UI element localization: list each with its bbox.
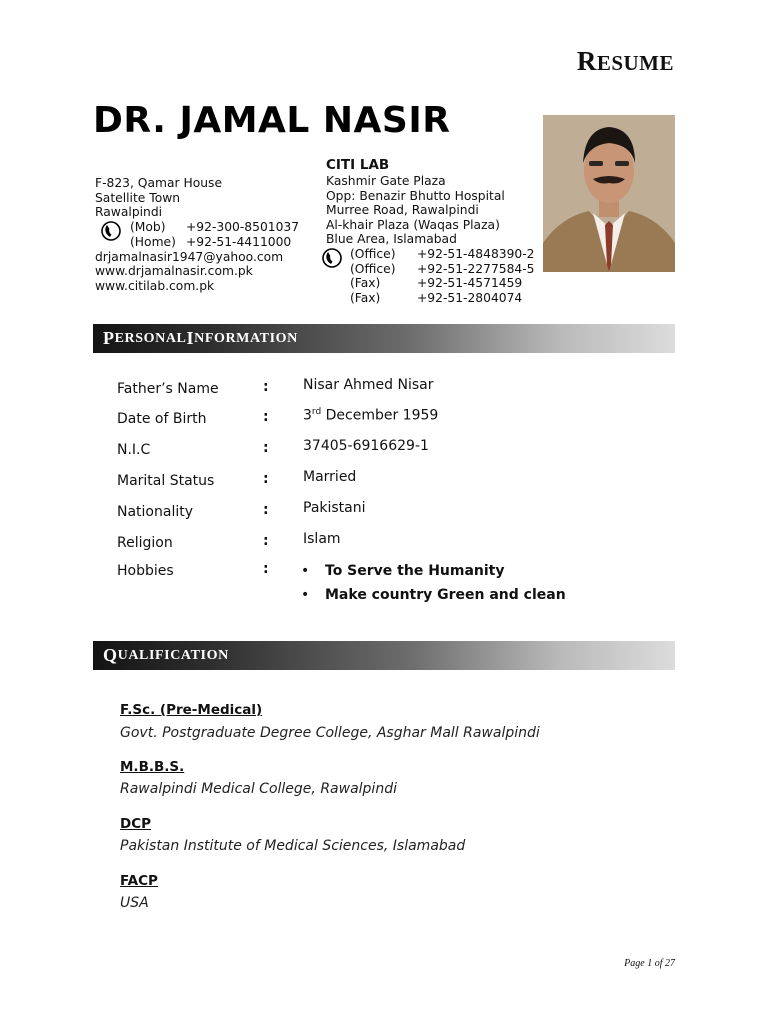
- heading-part: UALIFICATION: [117, 647, 229, 663]
- phone-row: [350, 276, 535, 291]
- info-label: Hobbies: [117, 563, 174, 579]
- phone-type: (Fax): [350, 276, 381, 291]
- phone-number[interactable]: +92-51-4848390-2: [417, 246, 535, 261]
- info-label: Nationality: [117, 504, 194, 520]
- heading-initial: Q: [103, 645, 118, 665]
- hobby-text: To Serve the Humanity: [325, 563, 505, 579]
- info-value: 37405-6916629-1: [303, 438, 429, 454]
- info-colon: :: [263, 471, 269, 487]
- info-value: Nisar Ahmed Nisar: [303, 377, 434, 393]
- home-phones: [95, 220, 299, 249]
- dob-rest: December 1959: [321, 407, 439, 424]
- qualification-degree: DCP: [120, 816, 152, 832]
- phone-number[interactable]: +92-300-8501037: [186, 220, 300, 235]
- phone-type: (Fax): [350, 290, 381, 305]
- info-row-nic: [117, 438, 617, 466]
- portrait-photo: [543, 115, 675, 272]
- info-row-nationality: [117, 500, 617, 528]
- address-line: Satellite Town: [95, 190, 181, 205]
- info-colon: :: [263, 561, 269, 577]
- qualification-degree: M.B.B.S.: [120, 759, 185, 775]
- section-heading-qualification: [93, 641, 675, 670]
- hobby-text: Make country Green and clean: [325, 587, 566, 603]
- phone-type: (Office): [350, 261, 396, 276]
- phone-type: (Mob): [130, 220, 166, 235]
- phone-type: (Home): [130, 234, 176, 249]
- hobby-list-item: [301, 563, 505, 579]
- info-label: Marital Status: [117, 473, 215, 489]
- lab-name: CITI LAB: [326, 157, 390, 173]
- phone-number[interactable]: +92-51-2804074: [417, 290, 523, 305]
- dob-ordinal: rd: [311, 407, 322, 417]
- info-label: N.I.C: [117, 442, 151, 458]
- qualification-institution: Govt. Postgraduate Degree College, Asghar Mall Rawalpindi: [120, 725, 540, 741]
- home-address-block: [95, 176, 299, 294]
- info-row-fathers-name: [117, 377, 617, 405]
- website-link[interactable]: www.drjamalnasir.com.pk: [95, 264, 253, 279]
- address-line: Rawalpindi: [95, 205, 163, 220]
- info-row-religion: [117, 531, 617, 559]
- info-label: Date of Birth: [117, 411, 207, 427]
- website-link[interactable]: www.citilab.com.pk: [95, 278, 215, 293]
- phone-row: [130, 220, 299, 235]
- lab-address-line: Blue Area, Islamabad: [326, 232, 457, 247]
- info-colon: :: [263, 409, 269, 425]
- lab-phones: [326, 247, 535, 305]
- info-colon: :: [263, 440, 269, 456]
- portrait-illustration: [543, 115, 675, 272]
- lab-address-line: Opp: Benazir Bhutto Hospital: [326, 188, 505, 203]
- bullet-icon: •: [301, 587, 310, 603]
- info-value: Pakistani: [303, 500, 366, 516]
- qualification-degree: FACP: [120, 873, 158, 889]
- info-value: [303, 407, 438, 424]
- info-colon: :: [263, 533, 269, 549]
- hobby-list-item: [301, 587, 566, 603]
- info-value: Islam: [303, 531, 341, 547]
- info-colon: :: [263, 379, 269, 395]
- phone-row: [350, 247, 535, 262]
- phone-row: [350, 291, 535, 306]
- phone-number[interactable]: +92-51-2277584-5: [417, 261, 535, 276]
- qualification-institution: Pakistan Institute of Medical Sciences, Islamabad: [120, 838, 466, 854]
- lab-address-line: Murree Road, Rawalpindi: [326, 203, 479, 218]
- bullet-icon: •: [301, 563, 310, 579]
- phone-number[interactable]: +92-51-4411000: [186, 234, 292, 249]
- telephone-handset-icon: [101, 221, 121, 241]
- info-label: Father’s Name: [117, 381, 219, 397]
- info-row-date-of-birth: [117, 407, 617, 435]
- telephone-handset-icon: [322, 248, 342, 268]
- email-link[interactable]: drjamalnasir1947@yahoo.com: [95, 249, 284, 264]
- section-heading-personal-information: [93, 324, 675, 353]
- phone-row: [350, 262, 535, 277]
- lab-address-block: [326, 157, 535, 305]
- heading-initial: I: [186, 328, 195, 348]
- info-label: Religion: [117, 535, 173, 551]
- info-value: Married: [303, 469, 357, 485]
- dob-day: 3: [303, 407, 312, 424]
- page-number: Page 1 of 27: [624, 958, 675, 969]
- lab-address-line: Kashmir Gate Plaza: [326, 174, 446, 188]
- heading-initial: P: [103, 328, 115, 348]
- lab-address-line: Al-khair Plaza (Waqas Plaza): [326, 217, 500, 232]
- resume-title: [577, 46, 674, 77]
- address-line: F-823, Qamar House: [95, 176, 223, 190]
- info-row-marital-status: [117, 469, 617, 497]
- resume-title-initial: R: [576, 46, 597, 76]
- heading-part: ERSONAL: [114, 330, 187, 346]
- candidate-name: DR. JAMAL NASIR: [93, 100, 451, 141]
- resume-title-rest: ESUME: [596, 51, 674, 75]
- info-colon: :: [263, 502, 269, 518]
- qualification-institution: Rawalpindi Medical College, Rawalpindi: [120, 781, 397, 797]
- qualification-degree: F.Sc. (Pre-Medical): [120, 702, 263, 718]
- qualification-institution: USA: [120, 895, 149, 911]
- heading-part: NFORMATION: [194, 330, 298, 346]
- phone-row: [130, 235, 299, 250]
- phone-number[interactable]: +92-51-4571459: [417, 276, 523, 291]
- phone-type: (Office): [350, 246, 396, 261]
